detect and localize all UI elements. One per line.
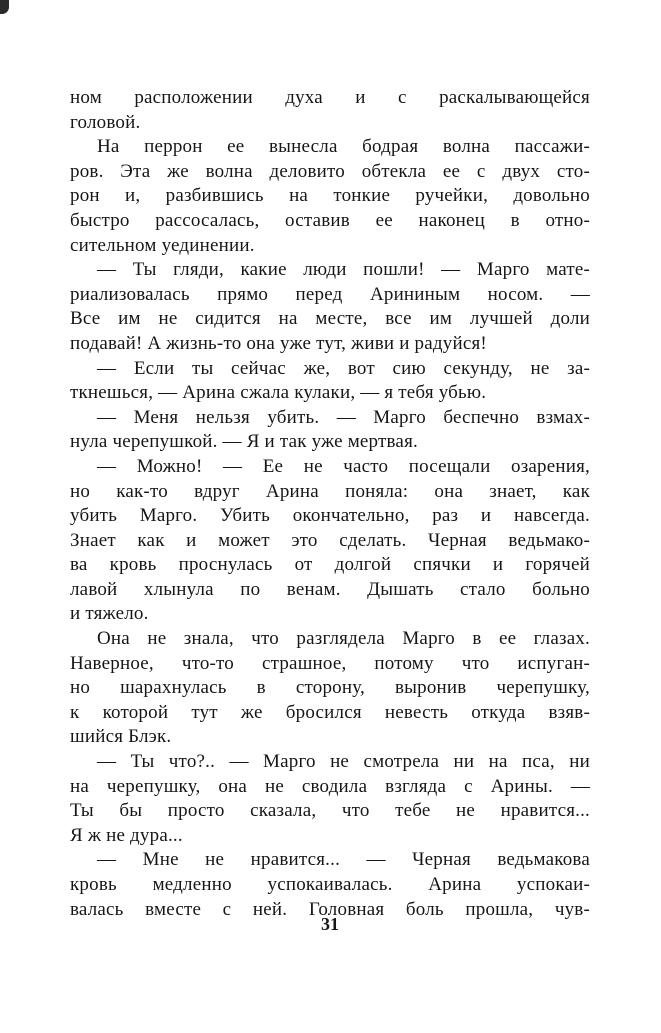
text-line: и тяжело. <box>70 603 149 625</box>
text-line: Знает как и может это сделать. Черная ведьмако- <box>70 529 590 551</box>
text-line: ва кровь проснулась от долгой спячки и горячей <box>70 554 590 576</box>
text-line: шийся Блэк. <box>70 726 172 748</box>
paragraph <box>70 357 590 406</box>
text-line: рон и, разбившись на тонкие ручейки, довольно <box>70 185 590 207</box>
text-line: головой. <box>70 111 141 133</box>
text-line: ров. Эта же волна деловито обтекла ее с двух сто- <box>70 160 590 182</box>
page-number: 31 <box>321 914 339 934</box>
text-line: валась вместе с ней. Головная боль прошла, чув- <box>70 898 590 920</box>
paragraph <box>70 848 590 922</box>
text-line: на черепушку, она не сводила взгляда с Арины. — <box>70 775 590 797</box>
text-line: убить Марго. Убить окончательно, раз и навсегда. <box>70 505 590 527</box>
text-line: — Ты гляди, какие люди пошли! — Марго мате- <box>97 259 590 281</box>
text-line: нула черепушкой. — Я и так уже мертвая. <box>70 431 418 453</box>
text-line: лавой хлынула по венам. Дышать стало больно <box>70 578 590 600</box>
text-line: — Можно! — Ее не часто посещали озарения, <box>97 455 590 477</box>
text-line: к которой тут же бросился невесть откуда взяв- <box>70 701 590 723</box>
text-line: но шарахнулась в сторону, выронив черепушку, <box>70 677 590 699</box>
text-block <box>70 86 590 922</box>
text-line: кровь медленно успокаивалась. Арина успокаи- <box>70 874 590 895</box>
text-line: Она не знала, что разглядела Марго в ее глазах. <box>97 628 590 650</box>
text-line: ткнешься, — Арина сжала кулаки, — я тебя убью. <box>70 382 487 404</box>
text-line: На перрон ее вынесла бодрая волна пассажи- <box>97 136 590 158</box>
paragraph <box>70 406 590 455</box>
text-line: подавай! А жизнь-то она уже тут, живи и радуйся! <box>70 332 487 354</box>
text-line: сительном уединении. <box>70 234 255 256</box>
text-line: Наверное, что-то страшное, потому что испуган- <box>70 652 590 674</box>
text-line: риализовалась прямо перед Арининым носом. — <box>70 283 590 305</box>
text-line: Ты бы просто сказала, что тебе не нравится... <box>70 800 590 822</box>
scan-artifact <box>0 0 9 14</box>
text-line: ном расположении духа и с раскалывающейся <box>70 87 590 108</box>
paragraph <box>70 627 590 750</box>
text-line: — Ты что?.. — Марго не смотрела ни на пса, ни <box>97 751 590 773</box>
text-line: быстро рассосалась, оставив ее наконец в отно- <box>70 209 590 231</box>
paragraph <box>70 455 590 627</box>
text-line: — Меня нельзя убить. — Марго беспечно взмах- <box>97 406 590 428</box>
text-line: — Если ты сейчас же, вот сию секунду, не за- <box>97 357 590 379</box>
paragraph <box>70 258 590 356</box>
text-line: — Мне не нравится... — Черная ведьмакова <box>97 849 590 871</box>
text-line: но как-то вдруг Арина поняла: она знает, как <box>70 480 590 502</box>
text-line: Все им не сидится на месте, все им лучшей доли <box>70 308 590 330</box>
paragraph <box>70 86 590 135</box>
text-line: Я ж не дура... <box>70 824 183 846</box>
paragraph <box>70 750 590 848</box>
paragraph <box>70 135 590 258</box>
